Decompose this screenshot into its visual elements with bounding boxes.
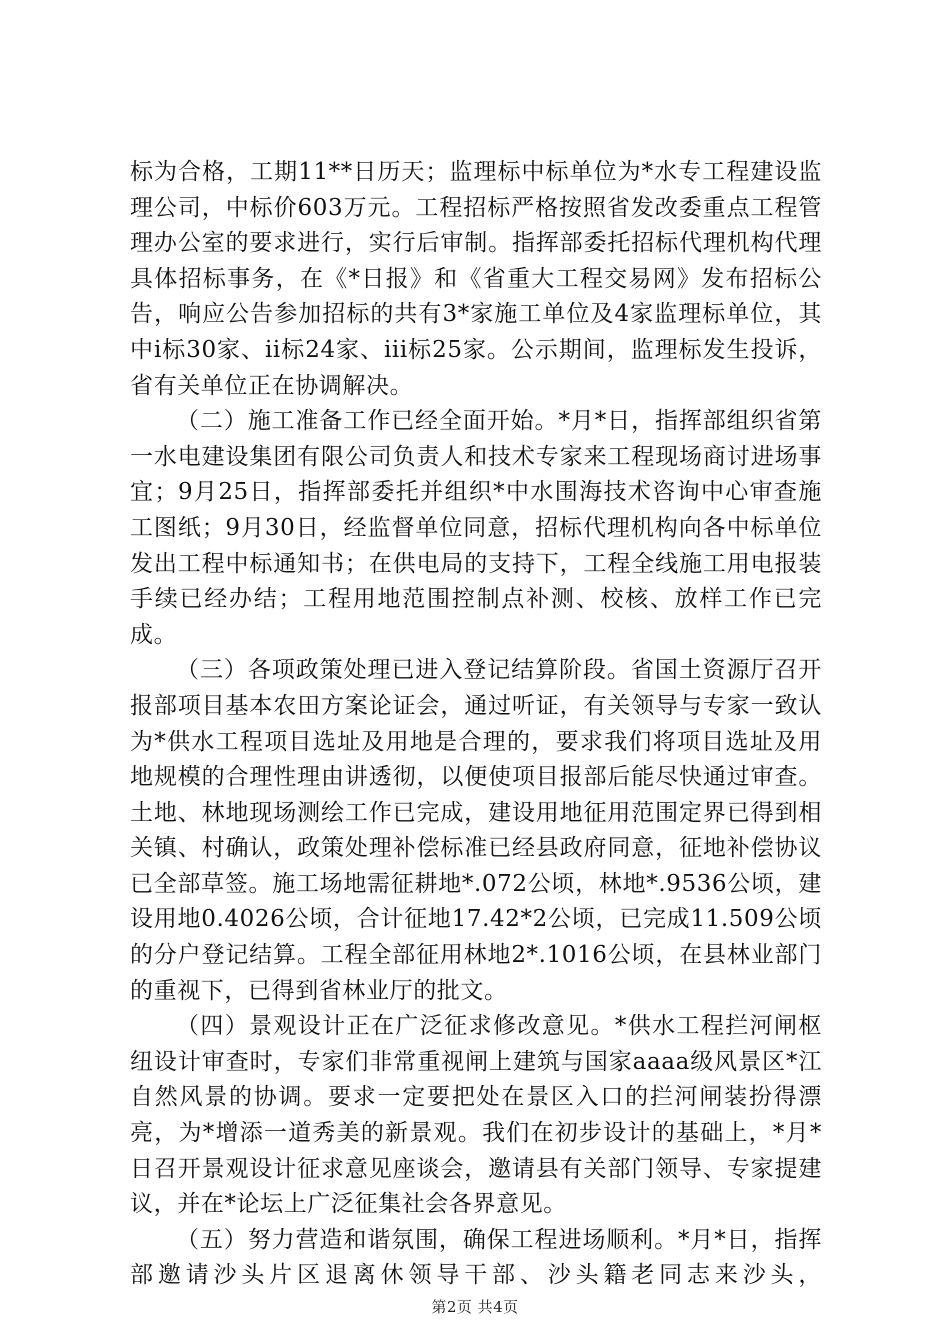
paragraph-landscape-design: （四）景观设计正在广泛征求修改意见。*供水工程拦河闸枢纽设计审查时，专家们非常重视闸上建筑与国家aaaa级风景区*江自然风景的协调。要求一定要把处在景区入口的拦河闸装扮得漂亮，为*增添一道秀美的新景观。我们在初步设计的基础上，*月*日召开景观设计征求意见座谈会，邀请县有关部门领导、专家提建议，并在*论坛上广泛征集社会各界意见。: [130, 1013, 822, 1218]
paragraph-harmonious-atmosphere: （五）努力营造和谐氛围，确保工程进场顺利。*月*日，指挥部邀请沙头片区退离休领导干部、沙头籍老同志来沙头，: [130, 1226, 822, 1289]
paragraph-bidding-results: 标为合格，工期11**日历天；监理标中标单位为*水专工程建设监理公司，中标价603万元。工程招标严格按照省发改委重点工程管理办公室的要求进行，实行后审制。指挥部委托招标代理机构代理具体招标事务，在《*日报》和《省重大工程交易网》发布招标公告，响应公告参加招标的共有3*家施工单位及4家监理标单位，其中i标30家、ii标24家、iii标25家。公示期间，监理标发生投诉，省有关单位正在协调解决。: [130, 159, 822, 399]
paragraph-construction-preparation: （二）施工准备工作已经全面开始。*月*日，指挥部组织省第一水电建设集团有限公司负责人和技术专家来工程现场商讨进场事宜；9月25日，指挥部委托并组织*中水围海技术咨询中心审查施工图纸；9月30日，经监督单位同意，招标代理机构向各中标单位发出工程中标通知书；在供电局的支持下，工程全线施工用电报装手续已经办结；工程用地范围控制点补测、校核、放样工作已完成。: [130, 408, 822, 648]
page-number-footer: 第2页 共4页: [431, 1298, 519, 1316]
paragraph-policy-settlement: （三）各项政策处理已进入登记结算阶段。省国土资源厅召开报部项目基本农田方案论证会，通过听证，有关领导与专家一致认为*供水工程项目选址及用地是合理的，要求我们将项目选址及用地规模的合理性理由讲透彻，以便使项目报部后能尽快通过审查。土地、林地现场测绘工作已完成，建设用地征用范围定界已得到相关镇、村确认，政策处理补偿标准已经县政府同意，征地补偿协议已全部草签。施工场地需征耕地*.072公顷，林地*.9536公顷，建设用地0.4026公顷，合计征地17.42*2公顷，已完成11.509公顷的分户登记结算。工程全部征用林地2*.1016公顷，在县林业部门的重视下，已得到省林业厅的批文。: [130, 657, 822, 1004]
document-body: [130, 155, 822, 1294]
